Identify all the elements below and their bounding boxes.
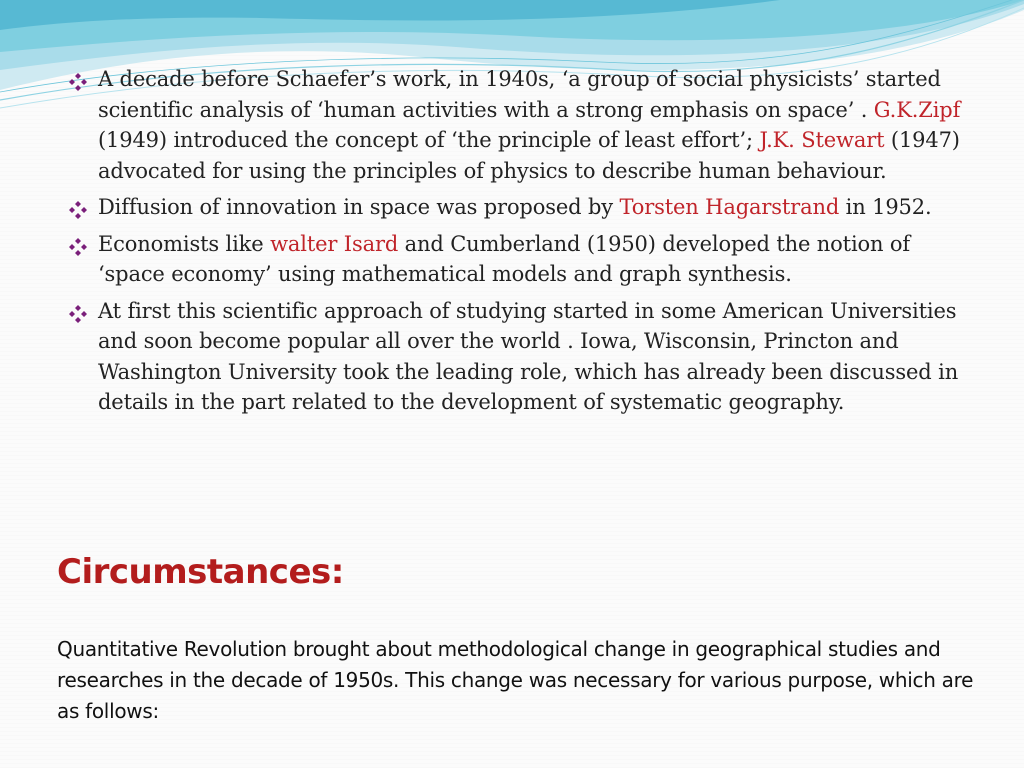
author-name: Torsten Hagarstrand — [619, 195, 840, 219]
bullet-item — [68, 192, 968, 223]
four-diamond-icon — [68, 237, 88, 257]
four-diamond-icon — [68, 72, 88, 92]
bullet-text: Diffusion of innovation in space was proposed by Torsten Hagarstrand in 1952. — [98, 195, 932, 219]
bullet-text: A decade before Schaefer’s work, in 1940s, ‘a group of social physicists’ started scientific analysis of ‘human activities with a strong emphasis on space’ . G.K.Zipf (1949) introduced the concept of ‘the principle of least effort’; J.K. Stewart (1947) advocated for using the principles of physics to describe human behaviour. — [98, 67, 961, 183]
bullet-item — [68, 229, 968, 290]
four-diamond-icon — [68, 304, 88, 324]
bullet-text: Economists like walter Isard and Cumberland (1950) developed the notion of ‘space economy’ using mathematical models and graph synthesis. — [98, 231, 911, 286]
bullet-item — [68, 296, 968, 418]
body-paragraph: Quantitative Revolution brought about methodological change in geographical studies and researches in the decade of 1950s. This change was necessary for various purpose, which are as follows: — [57, 637, 974, 723]
bullet-list — [68, 64, 968, 424]
author-name: walter Isard — [270, 231, 399, 256]
bullet-item — [68, 64, 968, 186]
four-diamond-icon — [68, 200, 88, 220]
bullet-text: At first this scientific approach of studying started in some American Universities and soon become popular all over the world . Iowa, Wisconsin, Princton and Washington University took the leading role, which has already been discussed in details in the part related to the development of systematic geography. — [98, 298, 959, 414]
section-heading: Circumstances: — [57, 552, 344, 592]
author-name: G.K.Zipf — [873, 97, 961, 122]
author-name: J.K. Stewart — [759, 128, 885, 152]
